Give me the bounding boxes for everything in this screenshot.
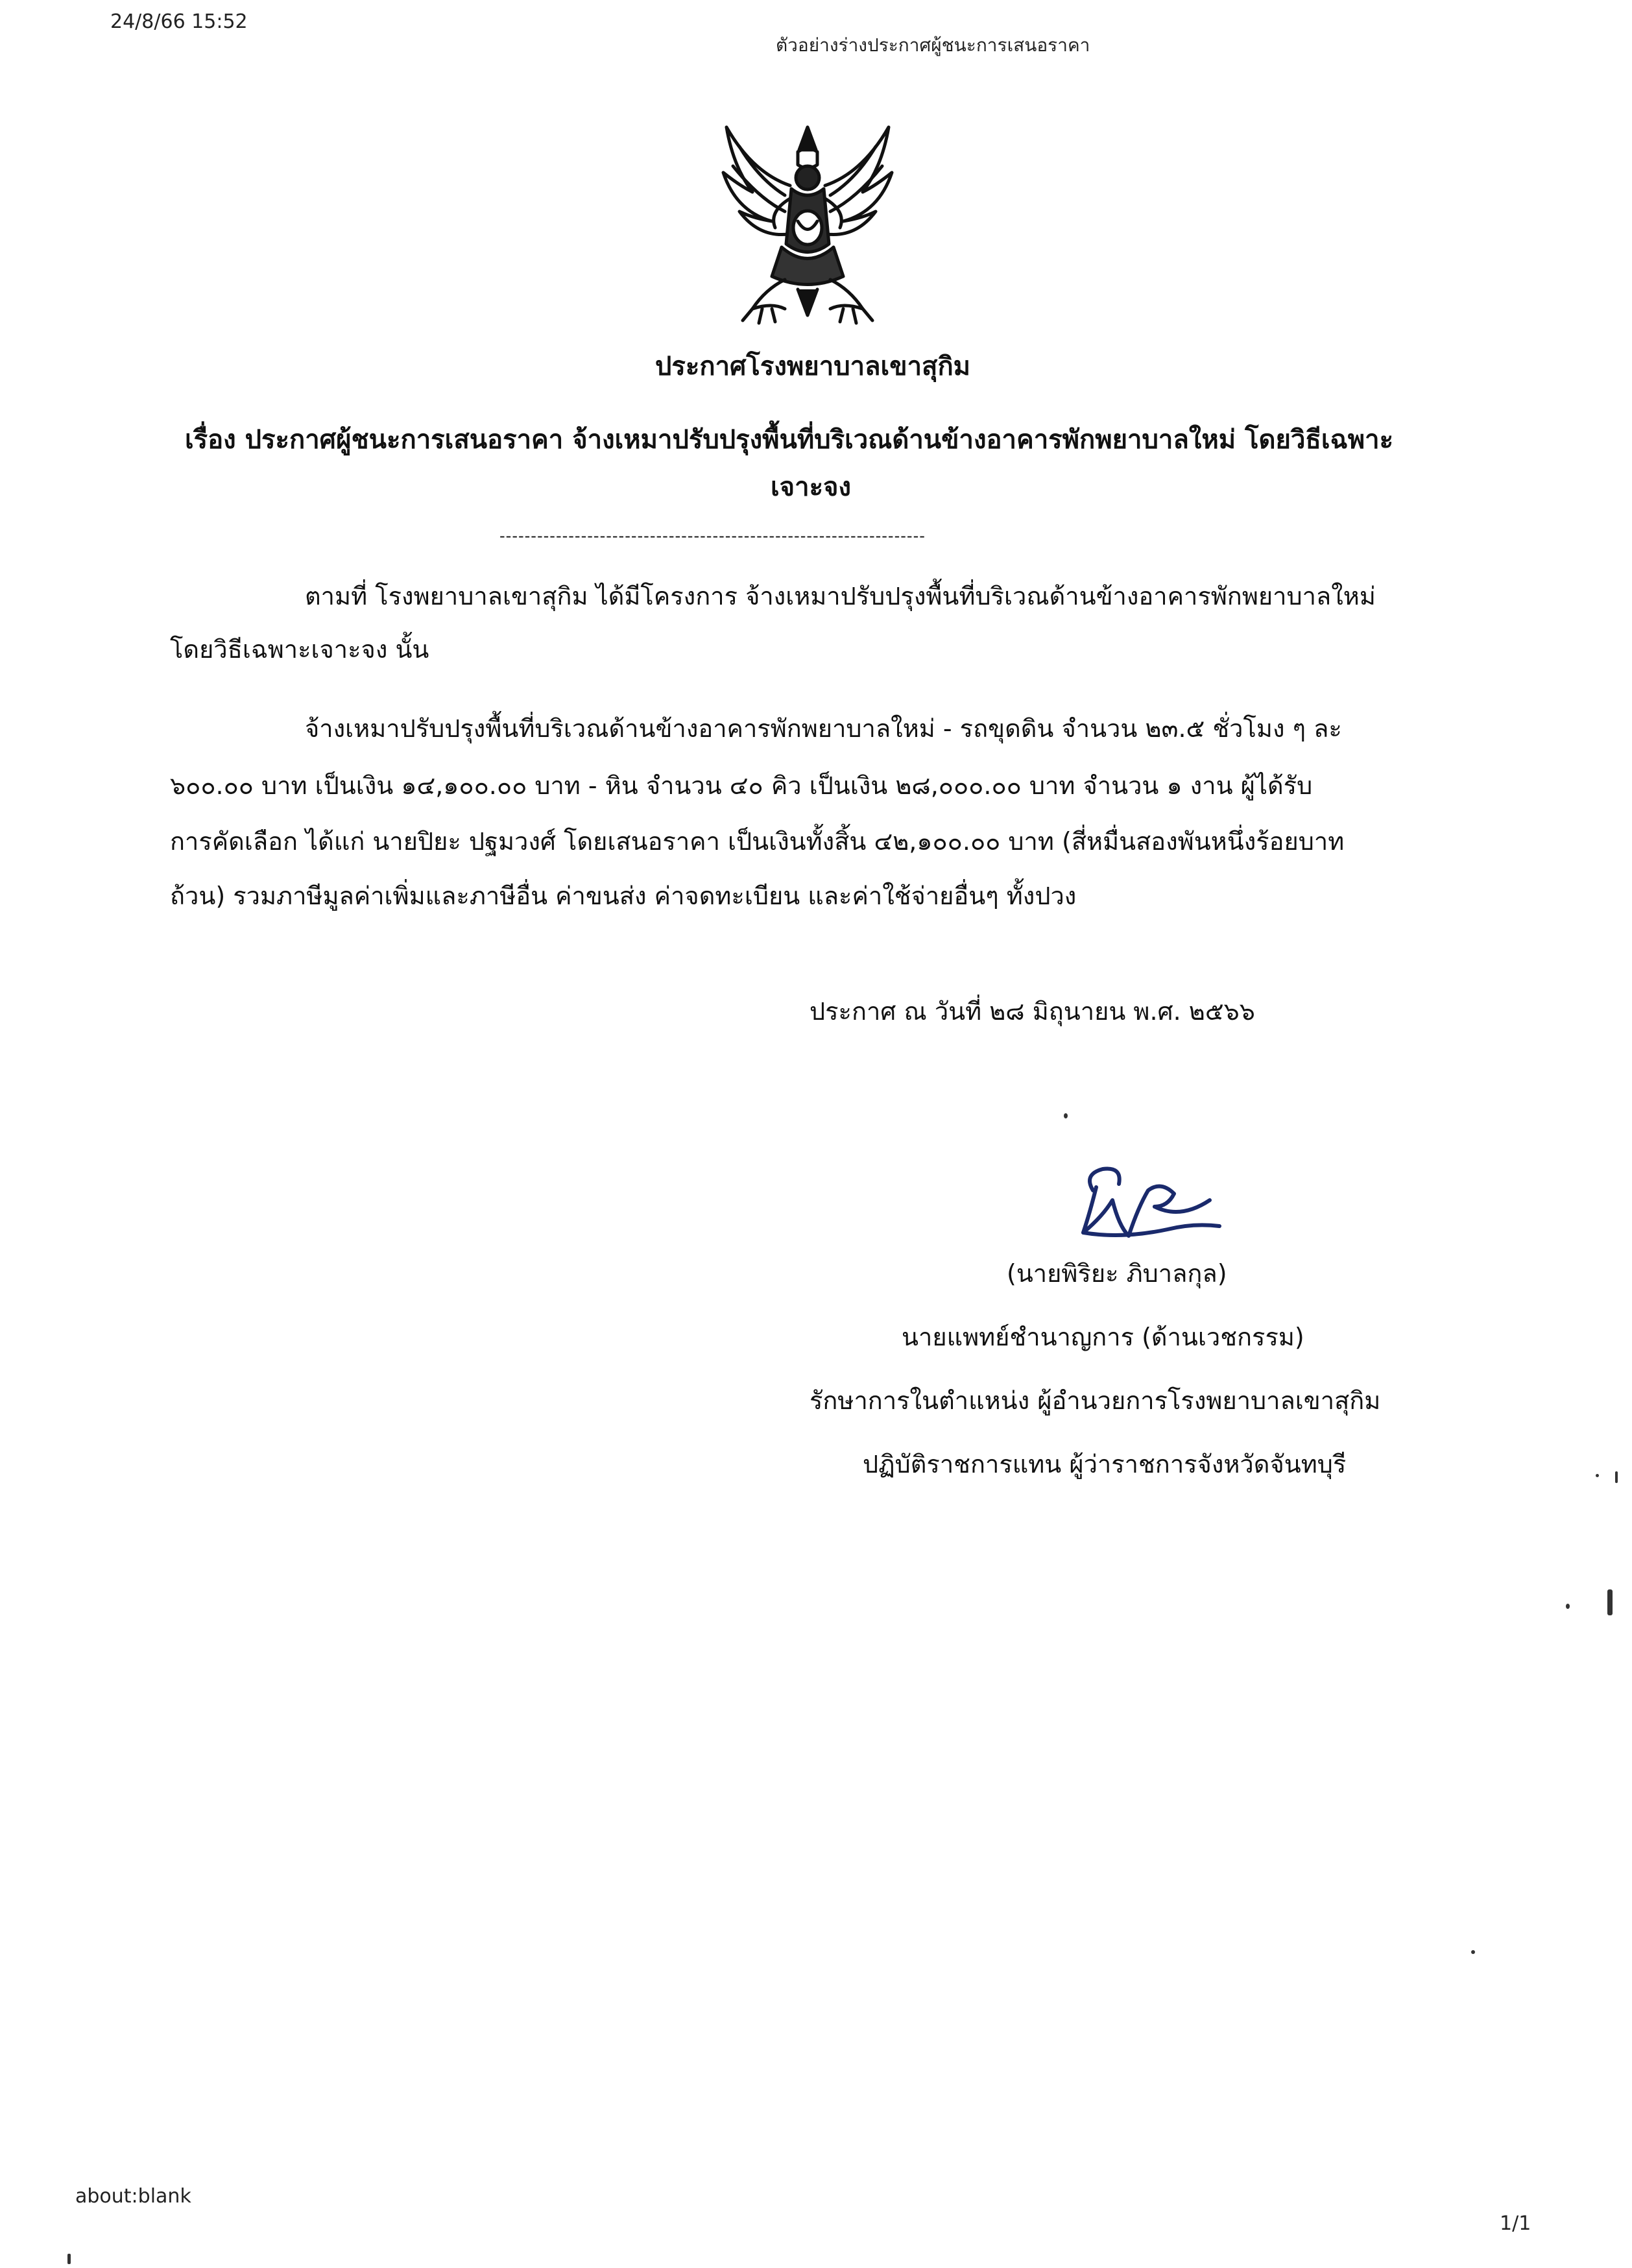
announcement-subject-continued: เจาะจง xyxy=(771,472,852,502)
announcement-subject: เรื่อง ประกาศผู้ชนะการเสนอราคา จ้างเหมาปรับปรุงพื้นที่บริเวณด้านข้างอาคารพักพยาบาลใหม่ โดยวิธีเฉพาะ xyxy=(185,425,1394,455)
scan-speck xyxy=(1596,1474,1599,1477)
print-page-number: 1/1 xyxy=(1500,2212,1531,2235)
signatory-name: (นายพิริยะ ภิบาลกุล) xyxy=(1007,1259,1227,1288)
announcement-organization: ประกาศโรงพยาบาลเขาสุกิม xyxy=(655,352,971,381)
paragraph-detail-line-4: ถ้วน) รวมภาษีมูลค่าเพิ่มและภาษีอื่น ค่าขนส่ง ค่าจดทะเบียน และค่าใช้จ่ายอื่นๆ ทั้งปวง xyxy=(170,882,1077,910)
scan-speck xyxy=(1064,1113,1068,1118)
heading-divider: -------------------------------------------------------------------- xyxy=(499,527,926,545)
page-caption: ตัวอย่างร่างประกาศผู้ชนะการเสนอราคา xyxy=(776,34,1090,56)
signatory-acting-role: รักษาการในตำแหน่ง ผู้อำนวยการโรงพยาบาลเขาสุกิม xyxy=(810,1386,1381,1415)
paragraph-detail-line-2: ๖๐๐.๐๐ บาท เป็นเงิน ๑๔,๑๐๐.๐๐ บาท - หิน จำนวน ๔๐ คิว เป็นเงิน ๒๘,๐๐๐.๐๐ บาท จำนวน ๑ งาน ผู้ได้รับ xyxy=(170,771,1313,800)
paragraph-detail-line-1: จ้างเหมาปรับปรุงพื้นที่บริเวณด้านข้างอาคารพักพยาบาลใหม่ - รถขุดดิน จำนวน ๒๓.๕ ชั่วโมง ๆ ละ xyxy=(305,714,1342,743)
paragraph-intro-line-1: ตามที่ โรงพยาบาลเขาสุกิม ได้มีโครงการ จ้างเหมาปรับปรุงพื้นที่บริเวณด้านข้างอาคารพักพยาบาลใหม่ xyxy=(305,582,1376,610)
garuda-emblem-icon xyxy=(714,114,902,328)
paragraph-intro-line-2: โดยวิธีเฉพาะเจาะจง นั้น xyxy=(170,635,429,664)
signature-image xyxy=(1057,1155,1239,1252)
scan-speck xyxy=(67,2254,71,2264)
signatory-on-behalf: ปฏิบัติราชการแทน ผู้ว่าราชการจังหวัดจันทบุรี xyxy=(863,1450,1347,1478)
scan-speck xyxy=(1566,1604,1570,1609)
paragraph-detail-line-3: การคัดเลือก ได้แก่ นายปิยะ ปฐมวงศ์ โดยเสนอราคา เป็นเงินทั้งสิ้น ๔๒,๑๐๐.๐๐ บาท (สี่หมื่นสองพันหนึ่งร้อยบาท xyxy=(170,827,1345,856)
scan-speck xyxy=(1615,1471,1618,1483)
announcement-date: ประกาศ ณ วันที่ ๒๘ มิถุนายน พ.ศ. ๒๕๖๖ xyxy=(810,997,1255,1026)
print-timestamp: 24/8/66 15:52 xyxy=(110,10,248,33)
print-url: about:blank xyxy=(75,2185,191,2208)
scan-speck xyxy=(1607,1589,1613,1615)
scan-speck xyxy=(1471,1950,1475,1954)
signatory-position: นายแพทย์ชำนาญการ (ด้านเวชกรรม) xyxy=(902,1323,1304,1351)
